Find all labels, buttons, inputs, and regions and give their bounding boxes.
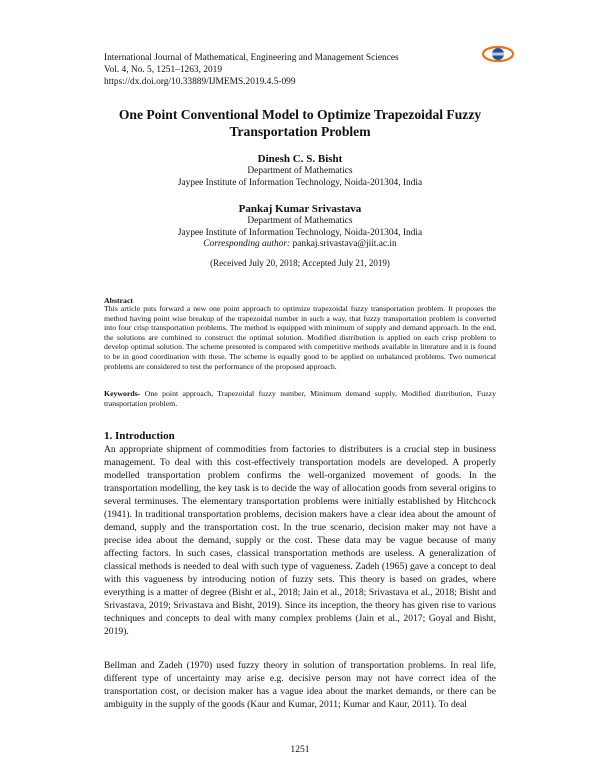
abstract-body: This article puts forward a new one point approach to optimize trapezoidal fuzzy transportation problem. It proposes the method having point wise breakup of the trapezoidal number in such a way, that fuzzy transportation problem is converted into four crisp transportation problems. The method is equipped with minimum of supply and demand approach. In the end, the solutions are combined to construct the optimal solution. Modified distribution is applied on each crisp problem to develop optimal solution. The scheme presented is compared with competitive methods available in literature and it is found to be in good coordination with these. The scheme is equally good to be applied on unbalanced problems. Two numerical problems are considered to test the performance of the proposed approach. xyxy=(104,304,496,371)
keywords-text: One point approach, Trapezoidal fuzzy number, Minimum demand supply, Modified distribution, Fuzzy transportation problem. xyxy=(104,389,496,408)
corresponding-label: Corresponding author: xyxy=(203,239,291,249)
author-name: Pankaj Kumar Srivastava xyxy=(238,203,362,215)
author-block-1 xyxy=(100,152,500,189)
keywords xyxy=(104,389,496,408)
author-email[interactable]: pankaj.srivastava@jiit.ac.in xyxy=(292,239,397,249)
journal-name: International Journal of Mathematical, Engineering and Management Sciences xyxy=(104,53,399,63)
paper-title: One Point Conventional Model to Optimize Trapezoidal Fuzzy Transportation Problem xyxy=(118,107,482,139)
author-institution: Jaypee Institute of Information Technology, Noida-201304, India xyxy=(177,227,423,238)
body-paragraph: An appropriate shipment of commodities from factories to distributers is a crucial step in business management. To deal with this cost-effectively transportation models are developed. A properly modelled transportation problem confirms the well-organized movement of goods. In the transportation modelling, the key task is to decide the way of allocation goods from several origins to several terminuses. The elementary transportation problems were initially established by Hitchcock (1941). In traditional transportation problems, decision makers have a clear idea about the amount of demand, supply and the transportation cost. In the true scenario, decision maker may not have a precise idea about the demand, supply or the cost. These data may be vague because of many affecting factors. In such cases, classical transportation methods are useless. A generalization of classical methods is needed to deal with such type of vagueness. Zadeh (1965) gave a concept to deal with this vagueness by introducing notion of fuzzy sets. This theory is based on grades, where everything is a matter of degree (Bisht et al., 2018; Jain et al., 2018; Srivastava et al., 2018; Bisht and Srivastava, 2019; Srivastava and Bisht, 2019). Since its inception, the theory has given rise to various techniques and concepts to deal with many complex problems (Jain et al., 2017; Goyal and Bisht, 2019). xyxy=(104,444,496,637)
body-paragraph: Bellman and Zadeh (1970) used fuzzy theory in solution of transportation problems. In real life, different type of uncertainty may arise e.g. decisive person may not have correct idea of the transportation cost, or decision maker has a vague idea about the market demands, or there can be ambiguity in the supply of the goods (Kaur and Kumar, 2011; Kumar and Kaur, 2011). To deal xyxy=(104,660,496,710)
journal-logo-icon xyxy=(481,42,515,66)
received-dates: (Received July 20, 2018; Accepted July 21, 2019) xyxy=(210,258,390,268)
corresponding-author xyxy=(100,239,500,251)
journal-doi[interactable]: https://dx.doi.org/10.33889/IJMEMS.2019.4.5-099 xyxy=(104,77,296,87)
section-heading-introduction: 1. Introduction xyxy=(104,430,175,442)
keywords-label: Keywords- xyxy=(104,389,141,398)
author-department: Department of Mathematics xyxy=(247,216,353,226)
author-name: Dinesh C. S. Bisht xyxy=(257,153,343,165)
author-block-2 xyxy=(100,202,500,251)
abstract-heading: Abstract xyxy=(104,296,134,305)
journal-volume: Vol. 4, No. 5, 1251–1263, 2019 xyxy=(104,65,223,75)
page-number: 1251 xyxy=(290,744,310,755)
author-institution: Jaypee Institute of Information Technology, Noida-201304, India xyxy=(177,177,423,188)
journal-header xyxy=(104,52,484,88)
author-department: Department of Mathematics xyxy=(247,166,353,176)
